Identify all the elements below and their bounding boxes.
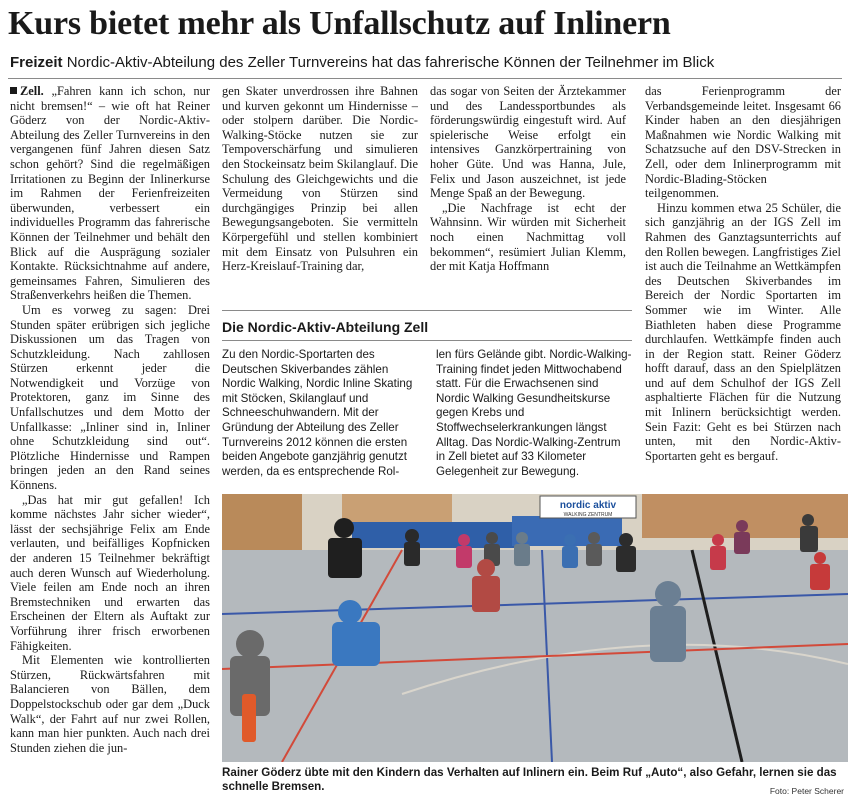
- paragraph: Hinzu kommen etwa 25 Schüler, die sich ganzjährig an der IGS Zell im Rahmen des Ganztagsunterrichts auf den Rollen bewegen. Langfristiges Ziel ist auch die Teilnahme an Wettkämpfen des Deutschen Skiverbandes im Bereich der Nordic Sportarten im Sommer wie im Winter. Alle Biathleten haben diese Programme durchlaufen. Wettkämpfe finden auch in der Region statt. Reiner Göderz hofft darauf, dass an den Spielplätzen und auf dem Schulhof der IGS Zell asphaltierte Flächen für die Nutzung mit Inlinern berücksichtigt werden. Sein Fazit: Geht es bei Stürzen nach unten, mit den Nordic-Aktiv-Sportarten geht es bergauf.: [645, 200, 841, 463]
- article-column-1: [10, 84, 210, 796]
- photo-illustration: [222, 494, 848, 762]
- paragraph: Um es vorweg zu sagen: Drei Stunden später erübrigen sich jegliche Diskussionen um das Tragen von Schutzkleidung. Nach zahllosen Stürzen erkennt jeder die Notwendigkeit und Vorzüge von Protektoren, ganz im Sinne des Unfallschutzes und dem Motto der Unfallkasse: „Inliner sind in, Inliner ohne Schutzkleidung sind out“. Plötzliche Hindernisse und Rampen bringen jeden an den Rand seines Könnens.: [10, 302, 210, 493]
- paragraph: len fürs Gelände gibt. Nordic-Walking-Training findet jeden Mittwochabend statt. Für die Erwachsenen sind Nordic Walking Gesundheitskurse gegen Krebs und Stoffwechselerkrankungen längst Alltag. Das Nordic-Walking-Zentrum in Zell bietet auf 33 Kilometer Gelegenheit zur Bewegung.: [436, 348, 632, 478]
- banner-text: nordic aktiv: [559, 500, 617, 511]
- paragraph: Zell. „Fahren kann ich schon, nur nicht bremsen!“ – wie oft hat Reiner Göderz von der Nordic-Aktiv-Abteilung des Zeller Turnvereins in den vergangenen fünf Jahren diesen Satz schon gehört? Sind die regelmäßigen Irritationen zu Beginn der Inlinerkurse im Rahmen der Ferienfreizeiten überwunden, verbessert ein individuelles Programm das fahrerische Können der Teilnehmer und behält den Blick auf die Ausprägung sozialer Kontakte. Rücksichtnahme auf andere, gemeinsames Fahren, Simulieren des Straßenverkehrs heißen die Themen.: [10, 84, 210, 303]
- article-column-3: [430, 84, 626, 302]
- subline: [10, 52, 846, 74]
- paragraph: Mit Elementen wie kontrollierten Stürzen, Rückwärtsfahren mit Balancieren von Bällen, dem Doppelstockschub oder gar dem „Duck Walk“, der Fahrt auf nur zwei Rollen, kann man hier punkten. Auch nach drei Stunden ziehen die jun-: [10, 653, 210, 755]
- article-column-2: [222, 84, 418, 302]
- infobox-title: Die Nordic-Aktiv-Abteilung Zell: [222, 319, 429, 335]
- photo-caption: Rainer Göderz übte mit den Kindern das Verhalten auf Inlinern ein. Beim Ruf „Auto“, also Gefahr, lernen sie das schnelle Bremsen.: [222, 766, 837, 794]
- infobox-title-rule: [222, 340, 632, 341]
- paragraph: das Ferienprogramm der Verbandsgemeinde leitet. Insgesamt 66 Kinder haben an den diesjährigen Maßnahmen wie Nordic Walking mit Schatzsuche auf den DSV-Strecken in Zell, oder dem Inlinerprogramm mit Nordic-Blading-Stöcken teilgenommen.: [645, 84, 841, 201]
- infobox-column-1: [222, 348, 422, 488]
- infobox-column-2: [436, 348, 632, 488]
- paragraph: gen Skater unverdrossen ihre Bahnen und kurven gekonnt um Hindernisse – oder stolpern darüber. Die Nordic-Walking-Stöcke nutzen sie zur Tempoverschärfung und simulieren den Stockeinsatz beim Skilanglauf. Die Schulung des Gleichgewichts und die Vermeidung von Stürzen sind durchgängiges Prinzip bei allen Bewegungsangeboten. Sie vermitteln Körpergefühl und stellen kombiniert mit dem Einsatz von Pulsuhren ein Herz-Kreislauf-Training dar,: [222, 84, 418, 274]
- article-column-4: [645, 84, 841, 484]
- photo-credit: Foto: Peter Scherer: [769, 786, 844, 796]
- banner-subtext: WALKING ZENTRUM: [563, 512, 613, 518]
- subline-kicker: Freizeit: [10, 54, 63, 71]
- square-icon: [10, 87, 17, 94]
- article-photo: [222, 494, 848, 762]
- headline: Kurs bietet mehr als Unfallschutz auf Inlinern: [8, 5, 671, 42]
- paragraph: „Das hat mir gut gefallen! Ich komme nächstes Jahr sicher wieder“, lässt der sechsjährige Felix am Ende verlauten, und beifälliges Kopfnicken der anderen 15 Teilnehmer bekräftigt auch deren Wunsch auf Wiederholung. Viele feilen am Ende noch an ihren Bremstechniken und erwarten das Erscheinen der Eltern als Auftakt zur Vorführung ihrer frisch erworbenen Fähigkeiten.: [10, 492, 210, 653]
- dateline: Zell.: [10, 84, 44, 98]
- paragraph: das sogar von Seiten der Ärztekammer und des Landessportbundes als förderungswürdig eingestuft wird. Auf spielerische Weise erfolgt ein intensives Ganzkörpertraining von hoher Güte. Und was Hanna, Jule, Felix und Jason auszeichnet, ist jede Menge Spaß an der Bewegung.: [430, 84, 626, 201]
- infobox-top-rule: [222, 310, 632, 311]
- paragraph: Zu den Nordic-Sportarten des Deutschen Skiverbandes zählen Nordic Walking, Nordic Inline Skating mit Stöcken, Skilanglauf und Schneeschuhwandern. Mit der Gründung der Abteilung des Zeller Turnvereins 2012 können die ersten beiden Angebote ganzjährig genutzt werden, da es entsprechende Rol-: [222, 348, 413, 478]
- subline-text: Nordic-Aktiv-Abteilung des Zeller Turnvereins hat das fahrerische Können der Teilnehmer im Blick: [66, 54, 715, 71]
- paragraph: „Die Nachfrage ist echt der Wahnsinn. Wir würden mit Sicherheit noch einen Nachmittag voll bekommen“, resümiert Julian Klemm, der mit Katja Hoffmann: [430, 200, 626, 274]
- top-rule: [8, 78, 842, 79]
